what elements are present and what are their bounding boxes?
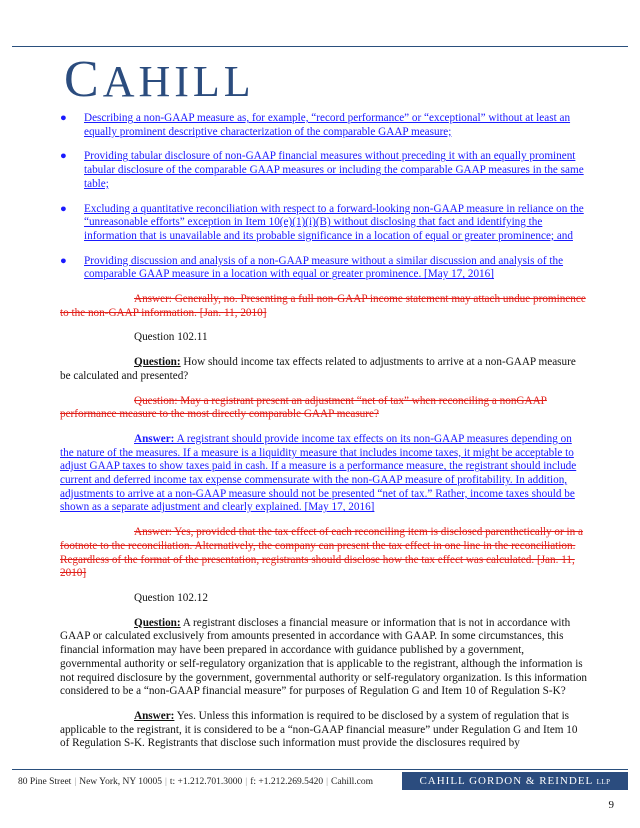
bullet-item: ● Describing a non-GAAP measure as, for example, “record performance” or “exceptional” without at least an equally prominent descriptive characterization of the comparable GAAP measure;	[60, 112, 571, 138]
bullet-icon: ●	[60, 112, 67, 124]
question-paragraph: Question: A registrant discloses a financial measure or information that is not in accordance with GAAP or calculated exclusively from amounts presented in accordance with GAAP. In some circumstances, this financial information may have been prepared in accordance with guidance published by a government, governmental authority or self-regulatory organization that is applicable to the registrant, although the information is not required disclosure by the government, governmental authority or self-regulatory organization. Is this information considered to be a “non-GAAP financial measure” for purposes of Regulation G and Item 10 of Regulation S-K?	[60, 616, 588, 698]
deleted-answer: Answer: Generally, no. Presenting a full non-GAAP income statement may attach undue prominence to the non-GAAP information. [Jan. 11, 2010]	[60, 293, 586, 319]
header-rule	[12, 46, 628, 47]
question-label: Question:	[134, 616, 181, 629]
footer-contact: 80 Pine Street | New York, NY 10005 | t: +1.212.701.3000 | f: +1.212.269.5420 | Cahill.com	[18, 777, 373, 787]
deleted-answer: Answer: Yes, provided that the tax effect of each reconciling item is disclosed parenthetically or in a footnote to the reconciliation. Alternatively, the company can present the tax effect in one line in the reconciliation. Regardless of the format of the presentation, registrants should disclose how the tax effect was calculated. [Jan. 11, 2010]	[60, 526, 584, 580]
answer-label: Answer:	[134, 432, 175, 445]
document-body	[60, 112, 588, 762]
bullet-icon: ●	[60, 202, 67, 215]
cahill-logo: CAHILL	[64, 51, 255, 108]
question-label: Question:	[134, 356, 181, 369]
deleted-question: Question: May a registrant present an adjustment “net of tax” when reconciling a nonGAAP performance measure to the most directly comparable GAAP measure?	[60, 394, 547, 421]
bullet-item: ● Excluding a quantitative reconciliation with respect to a forward-looking non-GAAP measure in reliance on the “unreasonable efforts” exception in Item 10(e)(1)(i)(B) without disclosing that fact and identifying the information that is unavailable and its probable significance in a location of equal or greater prominence; and	[60, 202, 584, 242]
page-number: 9	[608, 799, 614, 811]
answer-label: Answer:	[134, 709, 175, 722]
bullet-item: ● Providing discussion and analysis of a non-GAAP measure without a similar discussion and analysis of the comparable GAAP measure in a location with equal or greater prominence. [May 17, 2016]	[60, 254, 564, 281]
inserted-bullet-list	[60, 112, 588, 282]
question-number: Question 102.11	[134, 331, 208, 344]
answer-paragraph: Answer: Yes. Unless this information is required to be disclosed by a system of regulation that is applicable to the registrant, it is considered to be a “non-GAAP financial measure” under Regulation G and Item 10 of Regulation S-K. Registrants that disclose such information must provide the disclosures required by	[60, 709, 578, 750]
question-number: Question 102.12	[134, 591, 208, 604]
firm-name-banner: CAHILL GORDON & REINDEL LLP	[402, 772, 628, 790]
footer-rule	[12, 769, 628, 770]
bullet-item: ● Providing tabular disclosure of non-GAAP financial measures without preceding it with an equally prominent tabular disclosure of the comparable GAAP measures or including the comparable GAAP measures in the same table;	[60, 150, 584, 190]
bullet-icon: ●	[60, 150, 67, 163]
inserted-answer: Answer: A registrant should provide income tax effects on its non-GAAP measures depending on the nature of the measures. If a measure is a liquidity measure that includes income taxes, it might be acceptable to adjust GAAP taxes to show taxes paid in cash. If a measure is a performance measure, the registrant should include current and deferred income tax expense commensurate with the non-GAAP measure of profitability. In addition, adjustments to arrive at a non-GAAP measure should not be presented “net of tax.” Rather, income taxes should be shown as a separate adjustment and clearly explained. [May 17, 2016]	[60, 432, 577, 514]
website-link[interactable]: Cahill.com	[331, 777, 373, 787]
question-paragraph: Question: How should income tax effects related to adjustments to arrive at a non-GAAP measure be calculated and presented?	[60, 356, 576, 382]
bullet-icon: ●	[60, 254, 67, 267]
